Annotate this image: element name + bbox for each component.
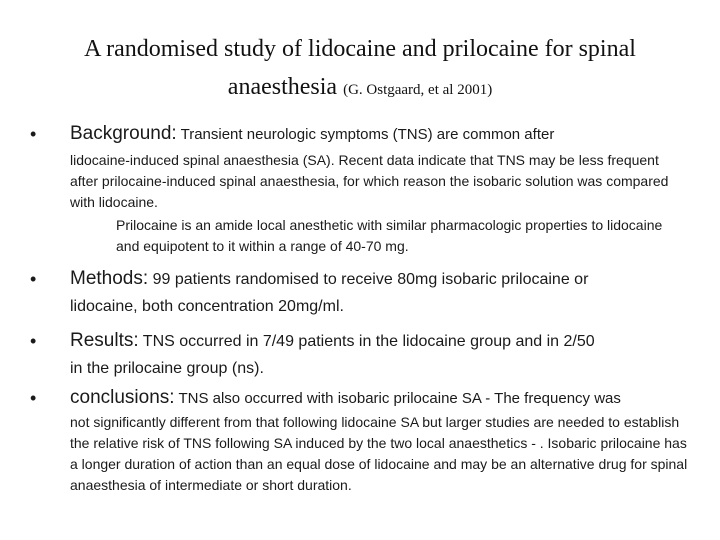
slide-title [0,30,720,109]
background-section [30,123,710,257]
bullet-icon: • [30,388,37,408]
title-citation: (G. Ostgaard, et al 2001) [343,82,493,98]
background-continuation: lidocaine-induced spinal anaesthesia (SA). Recent data indicate that TNS may be less frequent after prilocaine-induced spinal anaesthesia, for which reason the isobaric solution was compared with lidocaine. [70,152,669,210]
background-first-line [70,123,710,146]
background-heading: Background: [70,123,177,144]
conclusions-section [30,387,710,496]
conclusions-heading: conclusions: [70,387,175,408]
bullet-icon: • [30,124,37,144]
conclusions-lead-text: TNS also occurred with isobaric prilocaine SA - The frequency was [178,390,621,407]
results-lead-text: TNS occurred in 7/49 patients in the lidocaine group and in 2/50 [142,333,595,350]
title-line-1 [0,30,720,109]
conclusions-continuation: not significantly different from that following lidocaine SA but larger studies are needed to establish the relative risk of TNS following SA induced by the two local anaesthetics - . Isobaric prilocaine has a longer duration of action than an equal dose of lidocaine and may be an alternative drug for spinal anaesthesia of intermediate or short duration. [70,414,688,493]
results-continuation: in the prilocaine group (ns). [70,360,264,377]
background-lead-text: Transient neurologic symptoms (TNS) are common after [180,126,555,143]
results-section [30,330,710,381]
results-first-line [70,330,710,353]
bullet-icon: • [30,269,37,289]
methods-first-line [70,268,710,291]
methods-continuation: lidocaine, both concentration 20mg/ml. [70,298,344,315]
results-heading: Results: [70,330,139,351]
conclusions-first-line [70,387,710,410]
methods-section [30,268,710,319]
background-sub-paragraph: Prilocaine is an amide local anesthetic with similar pharmacologic properties to lidocaine and equipotent to it within a range of 40-70 mg. [116,217,663,254]
title-main: A randomised study of lidocaine and prilocaine for spinal anaesthesia [84,36,636,100]
methods-heading: Methods: [70,268,149,289]
methods-lead-text: 99 patients randomised to receive 80mg isobaric prilocaine or [152,271,589,288]
bullet-icon: • [30,331,37,351]
